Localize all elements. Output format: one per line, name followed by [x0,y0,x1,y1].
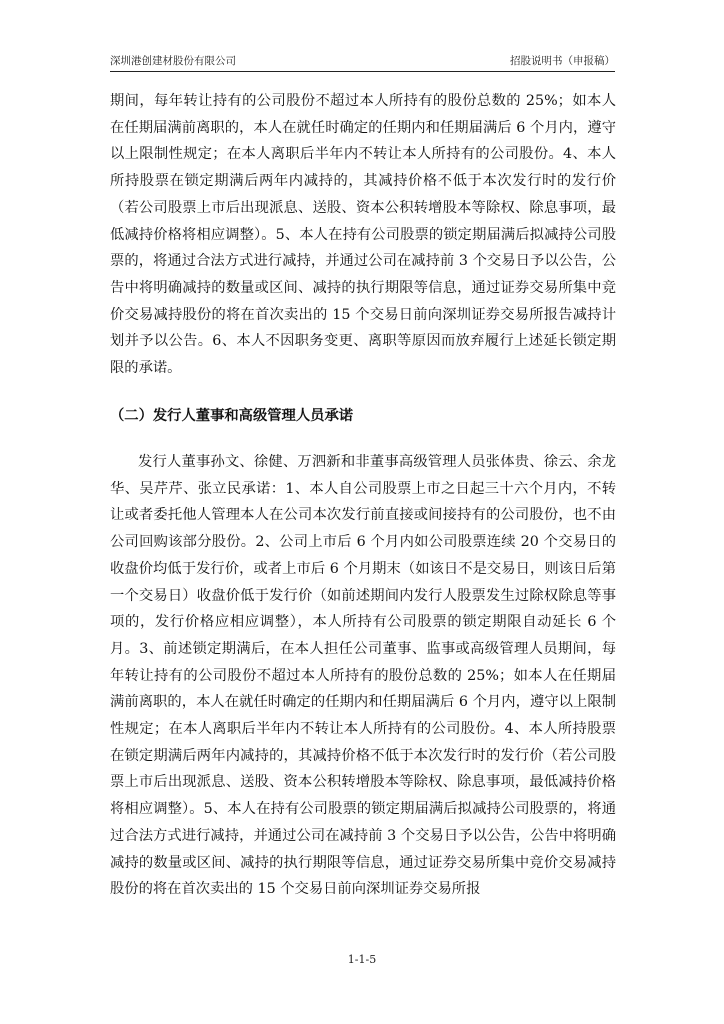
paragraph-director-commitments: 发行人董事孙文、徐健、万泗新和非董事高级管理人员张体贵、徐云、余龙华、吴芹芹、张立民承诺：1、本人自公司股票上市之日起三十六个月内，不转让或者委托他人管理本人在公司本次发行前直接或间接持有的公司股份，也不由公司回购该部分股份。2、公司上市后 6 个月内如公司股票连续 20 个交易日的收盘价均低于发行价，或者上市后 6 个月期末（如该日不是交易日，则该日后第一个交易日）收盘价低于发行价（如前述期间内发行人股票发生过除权除息等事项的，发行价格应相应调整），本人所持有公司股票的锁定期限自动延长 6 个月。3、前述锁定期满后，在本人担任公司董事、监事或高级管理人员期间，每年转让持有的公司股份不超过本人所持有的股份总数的 25%；如本人在任期届满前离职的，本人在就任时确定的任期内和任期届满后 6 个月内，遵守以上限制性规定；在本人离职后半年内不转让本人所持有的公司股份。4、本人所持股票在锁定期满后两年内减持的，其减持价格不低于本次发行时的发行价（若公司股票上市后出现派息、送股、资本公积转增股本等除权、除息事项，最低减持价格将相应调整）。5、本人在持有公司股票的锁定期届满后拟减持公司股票的，将通过合法方式进行减持，并通过公司在减持前 3 个交易日予以公告，公告中将明确减持的数量或区间、减持的执行期限等信息，通过证券交易所集中竞价交易减持股份的将在首次卖出的 15 个交易日前向深圳证券交易所报 [110,454,616,898]
page-number: 1-1-5 [347,953,377,966]
header-company-name: 深圳港创建材股份有限公司 [110,55,236,67]
paragraph-continued: 期间，每年转让持有的公司股份不超过本人所持有的股份总数的 25%；如本人在任期届满前离职的，本人在就任时确定的任期内和任期届满后 6 个月内，遵守以上限制性规定；在本人离职后半年内不转让本人所持有的公司股份。4、本人所持股票在锁定期满后两年内减持的，其减持价格不低于本次发行时的发行价（若公司股票上市后出现派息、送股、资本公积转增股本等除权、除息事项，最低减持价格将相应调整）。5、本人在持有公司股票的锁定期届满后拟减持公司股票的，将通过合法方式进行减持，并通过公司在减持前 3 个交易日予以公告，公告中将明确减持的数量或区间、减持的执行期限等信息，通过证券交易所集中竞价交易减持股份的将在首次卖出的 15 个交易日前向深圳证券交易所报告减持计划并予以公告。6、本人不因职务变更、离职等原因而放弃履行上述延长锁定期限的承诺。 [110,93,616,377]
section-heading: （二）发行人董事和高级管理人员承诺 [110,408,354,424]
header-document-type: 招股说明书（申报稿） [510,55,615,67]
header-divider [110,71,615,72]
